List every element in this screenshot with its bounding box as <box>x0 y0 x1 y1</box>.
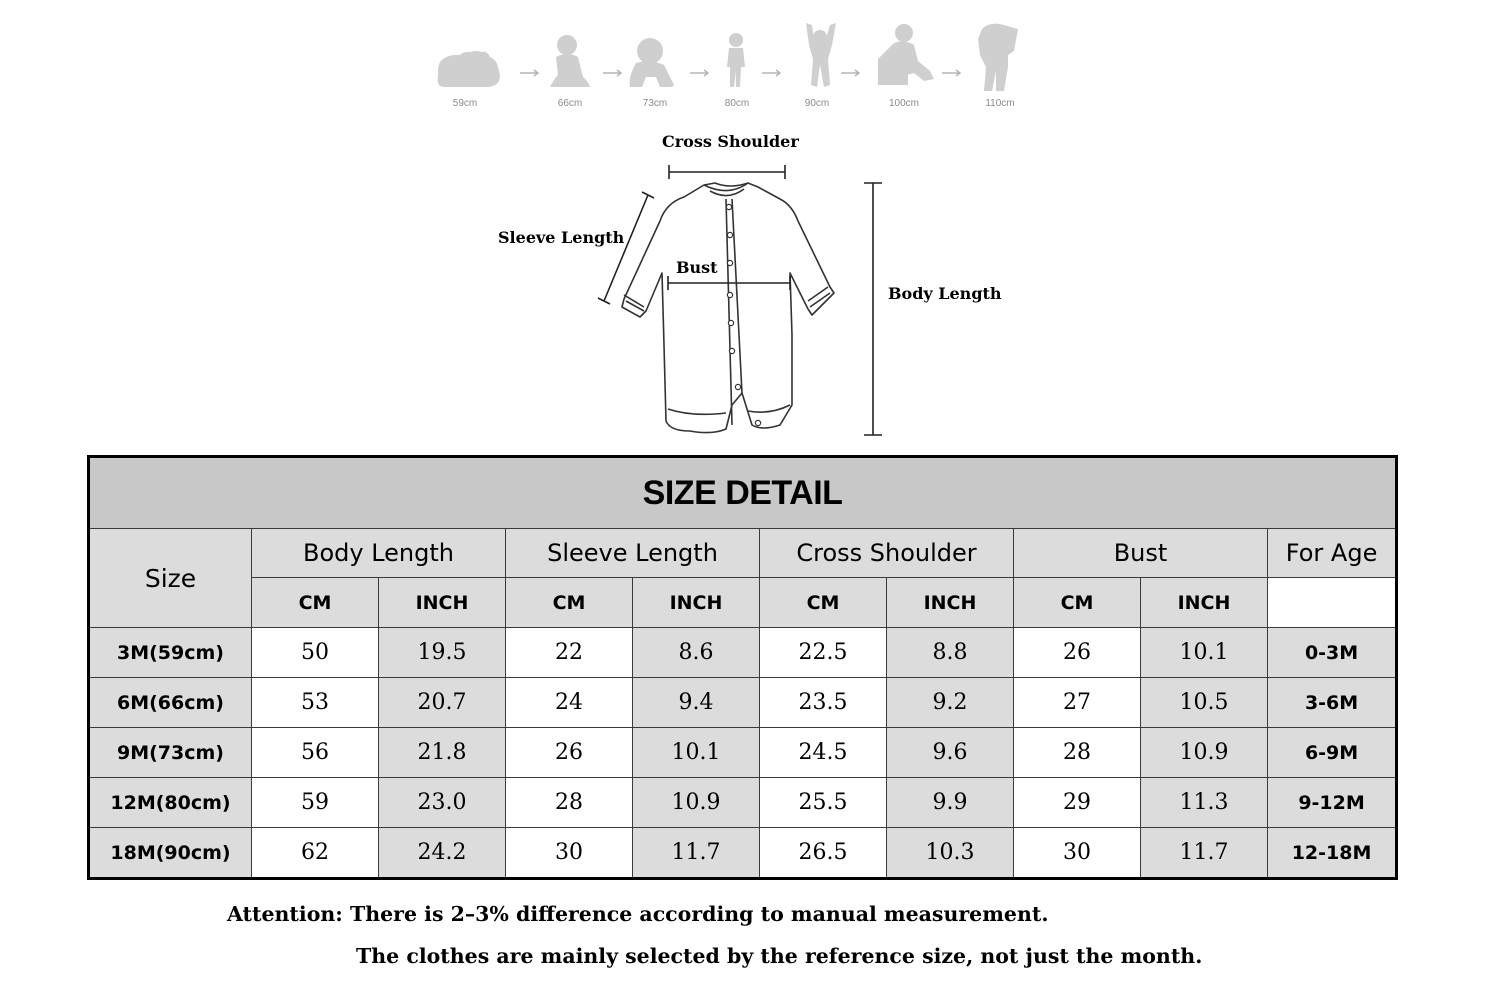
growth-stage-label: 90cm <box>804 98 830 109</box>
growth-stage-label: 100cm <box>888 98 920 109</box>
growth-stage-label: 80cm <box>724 98 750 109</box>
bust-inch-cell: 11.3 <box>1141 778 1268 828</box>
subheader-inch: INCH <box>887 578 1014 628</box>
age-cell: 3-6M <box>1268 678 1397 728</box>
cross-shoulder-cm-cell: 22.5 <box>760 628 887 678</box>
bust-cm-cell: 30 <box>1014 828 1141 879</box>
sleeve-length-cm-cell: 26 <box>506 728 633 778</box>
sleeve-length-cm-cell: 28 <box>506 778 633 828</box>
bust-inch-cell: 11.7 <box>1141 828 1268 879</box>
bust-inch-cell: 10.9 <box>1141 728 1268 778</box>
sleeve-length-inch-cell: 8.6 <box>633 628 760 678</box>
subheader-blank <box>1268 578 1397 628</box>
bust-cm-cell: 28 <box>1014 728 1141 778</box>
header-cross-shoulder: Cross Shoulder <box>760 529 1014 578</box>
bust-cm-cell: 27 <box>1014 678 1141 728</box>
subheader-inch: INCH <box>379 578 506 628</box>
toddler-standing-icon <box>727 33 745 87</box>
baby-sitting-icon <box>550 35 590 87</box>
body-length-inch-cell: 19.5 <box>379 628 506 678</box>
sleeve-length-inch-cell: 10.9 <box>633 778 760 828</box>
size-cell: 12M(80cm) <box>89 778 252 828</box>
arrow-icon <box>520 70 538 76</box>
sleeve-length-cm-cell: 30 <box>506 828 633 879</box>
body-length-inch-cell: 20.7 <box>379 678 506 728</box>
cross-shoulder-label: Cross Shoulder <box>662 132 799 151</box>
age-cell: 9-12M <box>1268 778 1397 828</box>
arrow-icon <box>603 70 621 76</box>
cross-shoulder-inch-cell: 9.9 <box>887 778 1014 828</box>
baby-lying-icon <box>438 51 500 87</box>
body-length-inch-cell: 21.8 <box>379 728 506 778</box>
cross-shoulder-cm-cell: 23.5 <box>760 678 887 728</box>
body-length-cm-cell: 56 <box>252 728 379 778</box>
growth-stage-label: 73cm <box>642 98 668 109</box>
size-detail-table <box>87 455 1398 880</box>
body-length-label: Body Length <box>888 284 1002 303</box>
subheader-cm: CM <box>506 578 633 628</box>
header-sleeve-length: Sleeve Length <box>506 529 760 578</box>
header-for-age: For Age <box>1268 529 1397 578</box>
body-length-inch-cell: 24.2 <box>379 828 506 879</box>
bust-inch-cell: 10.1 <box>1141 628 1268 678</box>
age-cell: 6-9M <box>1268 728 1397 778</box>
size-cell: 3M(59cm) <box>89 628 252 678</box>
table-row <box>89 828 1397 879</box>
reference-note: The clothes are mainly selected by the reference size, not just the month. <box>356 944 1203 968</box>
header-body-length: Body Length <box>252 529 506 578</box>
cross-shoulder-cm-cell: 25.5 <box>760 778 887 828</box>
sleeve-length-label: Sleeve Length <box>498 228 625 247</box>
body-length-cm-cell: 62 <box>252 828 379 879</box>
growth-stage-strip <box>420 15 1060 123</box>
table-row <box>89 778 1397 828</box>
size-cell: 9M(73cm) <box>89 728 252 778</box>
bust-cm-cell: 29 <box>1014 778 1141 828</box>
sleeve-length-cm-cell: 22 <box>506 628 633 678</box>
sleeve-length-inch-cell: 11.7 <box>633 828 760 879</box>
cross-shoulder-inch-cell: 10.3 <box>887 828 1014 879</box>
baby-crawling-icon <box>630 38 674 87</box>
age-cell: 12-18M <box>1268 828 1397 879</box>
bust-inch-cell: 10.5 <box>1141 678 1268 728</box>
table-row <box>89 628 1397 678</box>
toddler-arms-up-icon <box>806 23 836 87</box>
header-size: Size <box>89 529 252 628</box>
bust-cm-cell: 26 <box>1014 628 1141 678</box>
cross-shoulder-line <box>669 165 785 179</box>
growth-stage-label: 110cm <box>985 98 1015 109</box>
subheader-cm: CM <box>760 578 887 628</box>
subheader-cm: CM <box>1014 578 1141 628</box>
child-sitting-icon <box>878 24 934 85</box>
table-title: SIZE DETAIL <box>89 457 1397 529</box>
child-standing-icon <box>978 24 1018 91</box>
sleeve-length-cm-cell: 24 <box>506 678 633 728</box>
arrow-icon <box>762 70 780 76</box>
arrow-icon <box>690 70 708 76</box>
sleeve-length-inch-cell: 9.4 <box>633 678 760 728</box>
size-cell: 6M(66cm) <box>89 678 252 728</box>
body-length-cm-cell: 50 <box>252 628 379 678</box>
body-length-cm-cell: 59 <box>252 778 379 828</box>
bust-label: Bust <box>676 258 718 277</box>
arrow-icon <box>942 70 960 76</box>
table-row <box>89 678 1397 728</box>
size-cell: 18M(90cm) <box>89 828 252 879</box>
body-length-inch-cell: 23.0 <box>379 778 506 828</box>
table-row <box>89 728 1397 778</box>
arrow-icon <box>841 70 859 76</box>
growth-stage-label: 59cm <box>452 98 478 109</box>
measurement-diagram <box>480 125 1040 445</box>
cross-shoulder-inch-cell: 8.8 <box>887 628 1014 678</box>
body-length-cm-cell: 53 <box>252 678 379 728</box>
growth-stage-label: 66cm <box>557 98 583 109</box>
cross-shoulder-cm-cell: 26.5 <box>760 828 887 879</box>
sleeve-length-inch-cell: 10.1 <box>633 728 760 778</box>
header-bust: Bust <box>1014 529 1268 578</box>
cross-shoulder-inch-cell: 9.2 <box>887 678 1014 728</box>
cross-shoulder-inch-cell: 9.6 <box>887 728 1014 778</box>
sleeve-length-line <box>598 192 654 304</box>
age-cell: 0-3M <box>1268 628 1397 678</box>
subheader-inch: INCH <box>1141 578 1268 628</box>
cross-shoulder-cm-cell: 24.5 <box>760 728 887 778</box>
body-length-line <box>864 183 882 435</box>
subheader-inch: INCH <box>633 578 760 628</box>
subheader-cm: CM <box>252 578 379 628</box>
attention-note: Attention: There is 2–3% difference according to manual measurement. <box>227 902 1049 926</box>
